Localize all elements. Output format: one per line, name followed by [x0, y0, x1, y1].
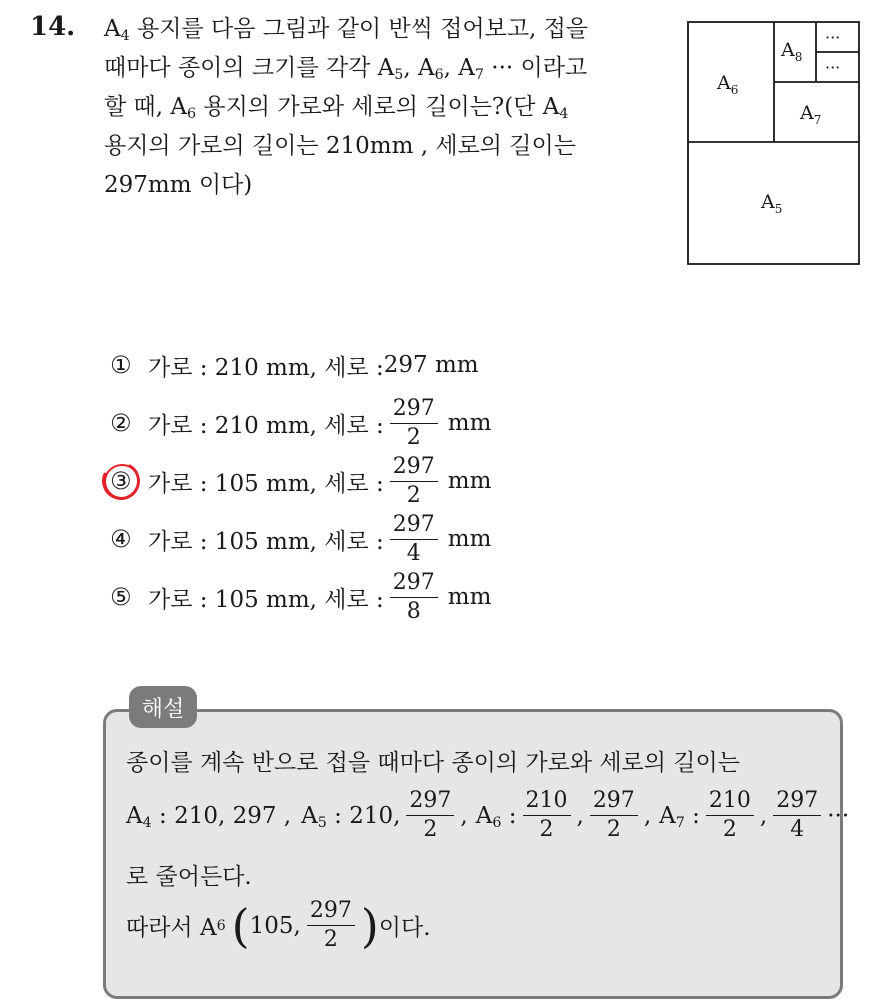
choice-mark: ⑤ — [110, 583, 132, 611]
choice-width: 가로 : 105 mm, 세로 : — [148, 528, 384, 555]
label-a5: $A_5$ — [761, 191, 783, 216]
solution-fraction: $\frac{297}{2}$ — [590, 790, 638, 841]
choice-unit: mm — [447, 526, 492, 552]
solution-fraction: $\frac{210}{2}$ — [523, 790, 571, 841]
paper-fold-diagram — [687, 21, 861, 266]
choice-mark: ③ — [110, 467, 132, 495]
choice-unit: mm — [447, 584, 492, 610]
question-line-4: 용지의 가로의 길이는 210mm , 세로의 길이는 — [104, 133, 576, 159]
choice-mark: ② — [110, 409, 132, 437]
choice-fraction: $\frac{297}{8}$ — [390, 572, 438, 623]
choice-unit: mm — [447, 410, 492, 436]
choice-width: 가로 : 105 mm, 세로 : — [148, 470, 384, 497]
open-paren: ( — [231, 898, 250, 953]
solution-line-2: $A_4$ : 210, 297 , $A_5$ : 210, $\frac{297}{2}$ , $A_6$ : $\frac{210}{2}$ , $\frac{297}{2}$ , $A_7$ : $\frac{210}{2}$ , $\frac{297}{4}$ ··· — [126, 788, 850, 842]
question-text — [104, 10, 652, 205]
choice-width: 가로 : 210 mm, 세로 : — [148, 412, 384, 439]
solution-tag: 해설 — [129, 686, 197, 728]
solution-fraction: $\frac{210}{2}$ — [706, 790, 754, 841]
choice-mark: ① — [110, 351, 132, 379]
choice-fraction: $\frac{297}{2}$ — [390, 456, 438, 507]
answer-choices — [110, 336, 670, 626]
choice-mark: ④ — [110, 525, 132, 553]
choice-width: 가로 : 105 mm, 세로 : — [148, 586, 384, 613]
label-dots-bottom: ··· — [825, 58, 841, 77]
choice-3[interactable] — [110, 452, 670, 510]
choice-fraction: $\frac{297}{2}$ — [390, 398, 438, 449]
question-line-5: 297mm 이다) — [104, 172, 253, 198]
choice-1[interactable] — [110, 336, 670, 394]
choice-5[interactable] — [110, 568, 670, 626]
label-dots-top: ··· — [825, 28, 841, 47]
solution-line-1: 종이를 계속 반으로 접을 때마다 종이의 가로와 세로의 길이는 — [126, 750, 740, 776]
choice-unit: mm — [447, 468, 492, 494]
question-line-2: 때마다 종이의 크기를 각각 $A_5$, $A_6$, $A_7$ ··· 이라고 — [104, 55, 588, 83]
choice-4[interactable] — [110, 510, 670, 568]
label-a6: $A_6$ — [717, 72, 739, 97]
solution-fraction: $\frac{297}{2}$ — [406, 790, 454, 841]
question-line-1: $A_4$ 용지를 다음 그림과 같이 반씩 접어보고, 접을 — [104, 16, 589, 44]
label-a8: $A_8$ — [781, 39, 803, 64]
label-a7: $A_7$ — [800, 102, 822, 127]
choice-length: 297 mm — [383, 352, 479, 378]
choice-2[interactable] — [110, 394, 670, 452]
selected-circle-mark-stroke — [104, 464, 140, 499]
solution-fraction: $\frac{297}{2}$ — [307, 900, 355, 951]
solution-fraction: $\frac{297}{4}$ — [773, 790, 821, 841]
question-line-3: 할 때, $A_6$ 용지의 가로와 세로의 길이는?(단 $A_4$ — [104, 94, 569, 122]
choice-fraction: $\frac{297}{4}$ — [390, 514, 438, 565]
close-paren: ) — [360, 898, 379, 953]
solution-line-3: 로 줄어든다. — [126, 864, 252, 890]
choice-width: 가로 : 210 mm, 세로 : — [148, 354, 384, 381]
question-number: 14. — [30, 12, 76, 42]
solution-line-4: 따라서 A 6 ( 105, $\frac{297}{2}$ ) 이다. — [126, 898, 431, 953]
